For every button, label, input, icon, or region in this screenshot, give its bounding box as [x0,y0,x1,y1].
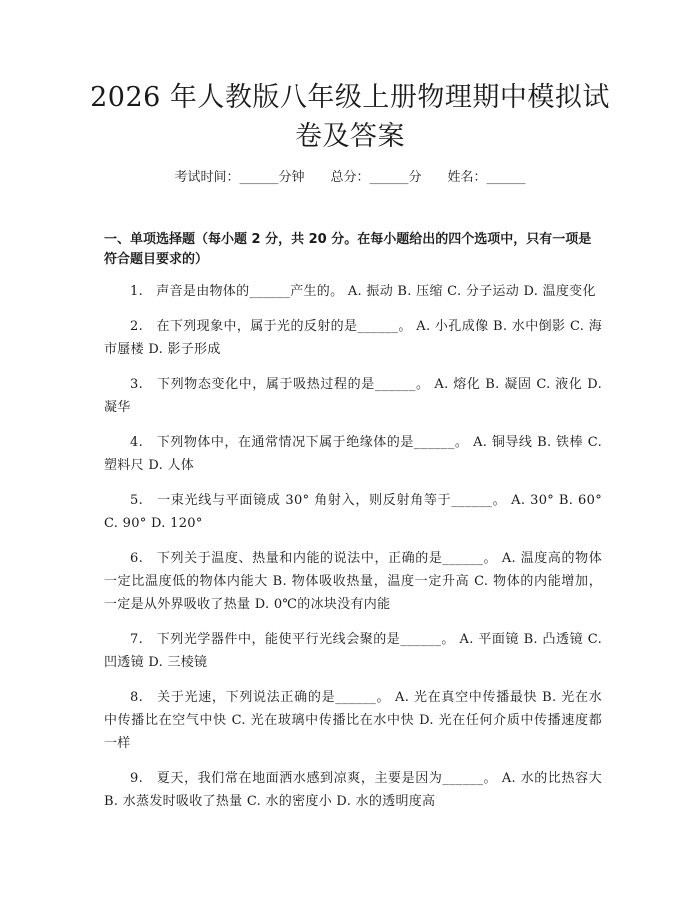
question-item: 2. 在下列现象中，属于光的反射的是______。 A. 小孔成像 B. 水中倒影 C. 海市蜃楼 D. 影子形成 [104,319,602,357]
question-item: 7. 下列光学器件中，能使平行光线会聚的是______。 A. 平面镜 B. 凸透镜 C. 凹透镜 D. 三棱镜 [104,632,602,670]
section-heading: 一、单项选择题（每小题 2 分，共 20 分。在每小题给出的四个选项中，只有一项是符合题目要求的） [104,232,592,267]
question-item: 9. 夏天，我们常在地面洒水感到凉爽，主要是因为______。 A. 水的比热容大 B. 水蒸发时吸收了热量 C. 水的密度小 D. 水的透明度高 [104,771,602,809]
question-item: 6. 下列关于温度、热量和内能的说法中，正确的是______。 A. 温度高的物体一定比温度低的物体内能大 B. 物体吸收热量，温度一定升高 C. 物体的内能增加，一定是从外界吸收了热量 D. 0℃的冰块没有内能 [104,551,602,612]
question-item: 4. 下列物体中，在通常情况下属于绝缘体的是______。 A. 铜导线 B. 铁棒 C. 塑料尺 D. 人体 [104,435,602,473]
question-item: 1. 声音是由物体的______产生的。 A. 振动 B. 压缩 C. 分子运动 D. 温度变化 [130,284,596,299]
exam-info-line: 考试时间：______分钟 总分：______分 姓名：______ [174,170,526,185]
question-list [104,280,602,825]
question-item: 3. 下列物态变化中，属于吸热过程的是______。 A. 熔化 B. 凝固 C. 液化 D. 凝华 [104,377,602,415]
question-item: 8. 关于光速，下列说法正确的是______。 A. 光在真空中传播最快 B. 光在水中传播比在空气中快 C. 光在玻璃中传播比在水中快 D. 光在任何介质中传播速度都一样 [104,690,602,751]
question-item: 5. 一束光线与平面镜成 30° 角射入，则反射角等于______。 A. 30° B. 60° C. 90° D. 120° [104,493,602,531]
page-title: 2026 年人教版八年级上册物理期中模拟试卷及答案 [90,82,610,152]
